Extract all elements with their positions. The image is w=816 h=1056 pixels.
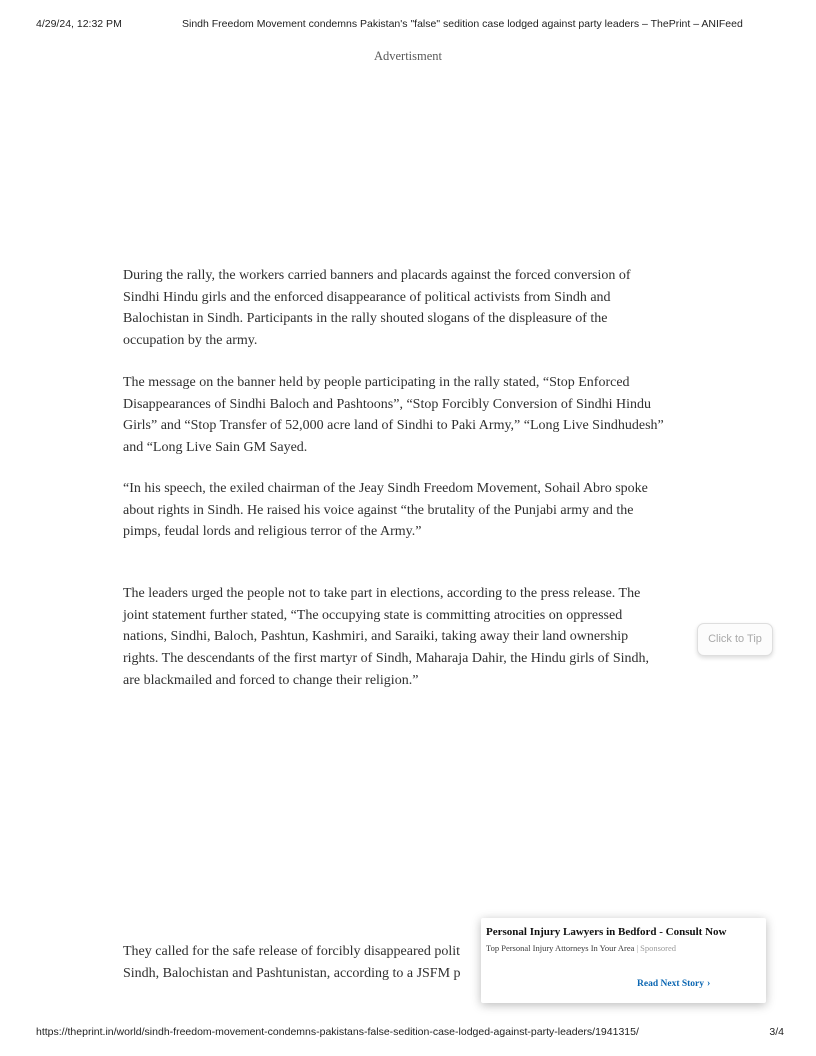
article-line: about rights in Sindh. He raised his voice against “the brutality of the Punjabi army and the [123,502,634,518]
article-line: The message on the banner held by people participating in the rally stated, “Stop Enforced [123,375,630,390]
ad-attribution-separator: | [636,943,639,953]
article-line: joint statement further stated, “The occupying state is committing atrocities on oppressed [123,607,623,623]
article-line: rights. The descendants of the first martyr of Sindh, Maharaja Dahir, the Hindu girls of Sindh, [123,651,650,667]
article-line: “In his speech, the exiled chairman of the Jeay Sindh Freedom Movement, Sohail Abro spoke [123,481,648,496]
chevron-right-icon: › [707,978,711,989]
click-to-tip-button[interactable]: Click to Tip [697,623,773,656]
article-line: Sindh, Balochistan and Pashtunistan, according to a JSFM p [123,965,461,981]
ad-title-link[interactable]: Personal Injury Lawyers in Bedford - Consult Now [486,926,727,938]
article-line: pimps, feudal lords and religious terror of the Army.” [123,524,422,540]
article-line: Disappearances of Sindhi Baloch and Pashtoons”, “Stop Forcibly Conversion of Sindhi Hindu [123,396,652,412]
print-page-number: 3/4 [769,1026,784,1038]
read-next-story-link[interactable] [637,978,710,989]
print-footer-url: https://theprint.in/world/sindh-freedom-movement-condemns-pakistans-false-sedition-case-lodged-against-party-leaders/1941315/ [36,1026,639,1038]
read-next-story-label: Read Next Story [637,979,705,989]
article-line: occupation by the army. [123,333,258,349]
advertisement-label: Advertisment [373,49,443,63]
ad-attribution-text: Top Personal Injury Attorneys In Your Area [486,943,635,953]
article-paragraph [123,478,648,543]
print-document-title: Sindh Freedom Movement condemns Pakistan's "false" sedition case lodged against party leaders – ThePrint – ANIFeed [182,18,743,30]
sponsored-label: Sponsored [640,943,676,953]
article-line: Balochistan in Sindh. Participants in the rally shouted slogans of the displeasure of the [123,311,608,327]
article-paragraph [123,941,461,984]
article-line: The leaders urged the people not to take part in elections, according to the press release. The [123,586,641,601]
article-line: nations, Sindhi, Baloch, Pashtun, Kashmiri, and Saraiki, taking away their land ownership [123,629,629,645]
article-line: Girls” and “Stop Transfer of 52,000 acre land of Sindhi to Paki Army,” “Long Live Sindhudesh” [123,418,664,434]
print-timestamp: 4/29/24, 12:32 PM [36,18,122,30]
article-paragraph [123,265,631,352]
ad-attribution [486,943,676,953]
sponsored-ad-card[interactable] [481,918,766,1003]
article-line: Sindhi Hindu girls and the enforced disappearance of political activists from Sindh and [123,289,611,305]
article-line: are blackmailed and forced to change their religion.” [123,672,419,688]
article-line: They called for the safe release of forcibly disappeared polit [123,944,461,959]
article-line: During the rally, the workers carried banners and placards against the forced conversion of [123,268,631,283]
article-line: and “Long Live Sain GM Sayed. [123,440,308,456]
article-paragraph [123,583,649,692]
article-paragraph [123,372,664,459]
